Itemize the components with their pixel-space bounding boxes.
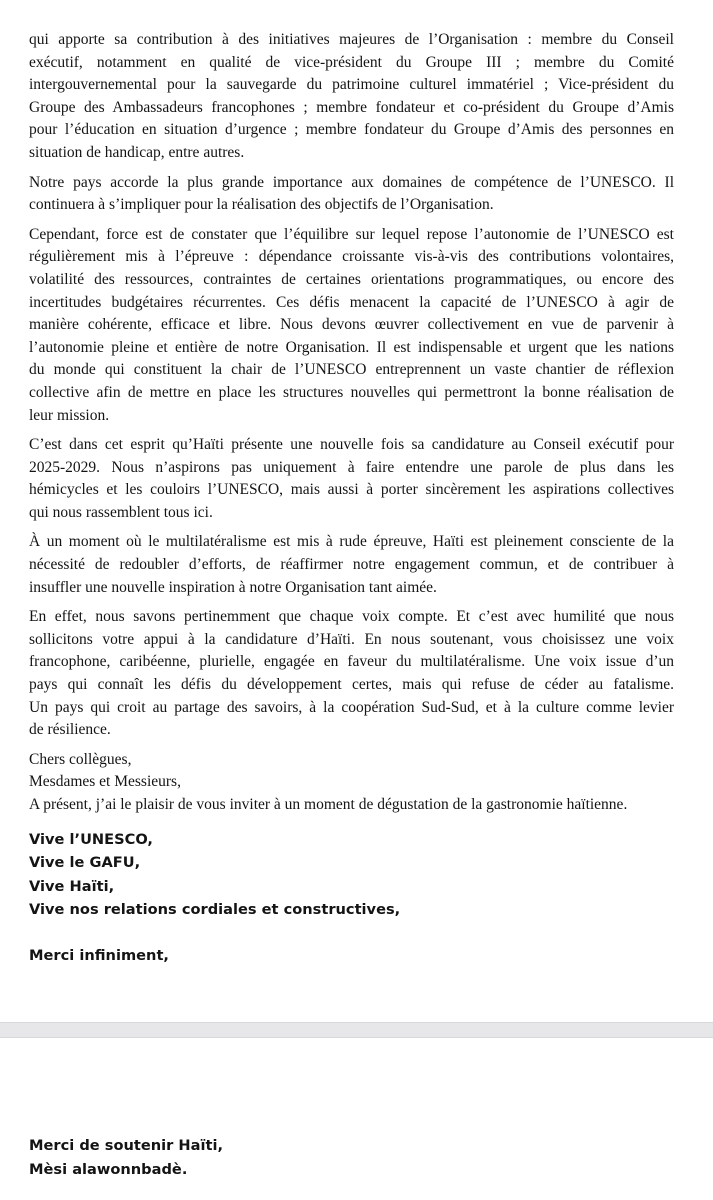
document-page-2	[0, 1038, 713, 1200]
body-text	[29, 29, 674, 967]
text-line: À un moment où le multilatéralisme est mis à rude épreuve, Haïti est pleinement consciente de la	[29, 533, 674, 551]
text-line: Notre pays accorde la plus grande importance aux domaines de compétence de l’UNESCO. Il	[29, 173, 674, 191]
text-line: C’est dans cet esprit qu’Haïti présente une nouvelle fois sa candidature au Conseil exécutif pour	[29, 436, 674, 454]
text-line: Mesdames et Messieurs,	[29, 773, 181, 791]
text-line: pays qui connaît les défis du développement certes, mais qui refuse de céder au fatalisme.	[29, 676, 674, 694]
text-line: du monde qui constituent la chair de l’UNESCO entreprennent un vaste chantier de réflexion	[29, 361, 674, 379]
text-line: sollicitons votre appui à la candidature d’Haïti. En nous soutenant, vous choisissez une voix	[29, 630, 674, 648]
thanks-line: Merci infiniment,	[29, 946, 169, 964]
slogan-line: Vive l’UNESCO,	[29, 830, 153, 848]
text-line: hémicycles et les couloirs l’UNESCO, mais aussi à porter sincèrement les aspirations collectives	[29, 481, 674, 499]
text-line: qui nous rassemblent tous ici.	[29, 503, 213, 521]
text-line: En effet, nous savons pertinemment que chaque voix compte. Et c’est avec humilité que nous	[29, 608, 674, 626]
closing-line: Merci de soutenir Haïti,	[29, 1137, 224, 1154]
paragraph-support	[29, 606, 674, 742]
text-line: qui apporte sa contribution à des initiatives majeures de l’Organisation : membre du Conseil	[29, 31, 674, 48]
text-line: manière cohérente, efficace et libre. Nous devons œuvrer collectivement en vue de parvenir à	[29, 316, 674, 334]
text-line: de résilience.	[29, 721, 111, 739]
text-line: 2025-2029. Nous n’aspirons pas uniquement à faire entendre une parole de plus dans les	[29, 458, 674, 476]
paragraph-invitation	[29, 749, 674, 817]
text-line: leur mission.	[29, 406, 110, 424]
slogan-line: Vive nos relations cordiales et constructives,	[29, 901, 401, 919]
closing-line: Mèsi alawonnbadè.	[29, 1160, 188, 1178]
text-line: continuera à s’impliquer pour la réalisation des objectifs de l’Organisation.	[29, 196, 494, 214]
text-line: pour l’éducation en situation d’urgence ; membre fondateur du Groupe d’Amis des personnes en	[29, 121, 674, 139]
text-line: Un pays qui croit au partage des savoirs, à la coopération Sud-Sud, et à la culture comme levier	[29, 698, 674, 716]
text-line: intergouvernemental pour la sauvegarde du patrimoine culturel immatériel ; Vice-président du	[29, 76, 674, 94]
text-line: collective afin de mettre en place les structures nouvelles qui permettront la bonne réalisation de	[29, 383, 674, 401]
paragraph-multilateralism	[29, 531, 674, 599]
text-line: l’autonomie pleine et entière de notre Organisation. Il est indispensable et urgent que les nations	[29, 338, 674, 356]
text-line: nécessité de redoubler d’efforts, de réaffirmer notre engagement commun, et de contribuer à	[29, 556, 674, 574]
slogan-line: Vive Haïti,	[29, 877, 115, 895]
text-line: francophone, caribéenne, plurielle, engagée en faveur du multilatéralisme. Une voix issue d’un	[29, 653, 674, 671]
text-line: Groupe des Ambassadeurs francophones ; membre fondateur et co-président du Groupe d’Amis	[29, 98, 674, 116]
slogans-block	[29, 828, 674, 968]
text-line: régulièrement mis à l’épreuve : dépendance croissante vis-à-vis des contributions volontaires,	[29, 248, 674, 266]
text-line: situation de handicap, entre autres.	[29, 143, 245, 161]
text-line: incertitudes budgétaires récurrentes. Ces défis menacent la capacité de l’UNESCO à agir de	[29, 293, 674, 311]
paragraph-autonomy	[29, 224, 674, 427]
text-line: volatilité des ressources, contraintes de certaines orientations programmatiques, ou encore des	[29, 270, 674, 288]
text-line: Chers collègues,	[29, 750, 132, 768]
slogan-line: Vive le GAFU,	[29, 854, 141, 872]
text-line: exécutif, notamment en qualité de vice-président du Groupe III ; membre du Comité	[29, 53, 674, 71]
text-line: insuffler une nouvelle inspiration à notre Organisation tant aimée.	[29, 578, 437, 596]
paragraph-candidature	[29, 434, 674, 524]
spacer	[29, 922, 674, 944]
paragraph-contributions	[29, 29, 674, 165]
closing-block	[29, 1134, 223, 1181]
text-line: A présent, j’ai le plaisir de vous inviter à un moment de dégustation de la gastronomie haïtienne.	[29, 796, 628, 813]
page-separator	[0, 1022, 713, 1038]
text-line: Cependant, force est de constater que l’équilibre sur lequel repose l’autonomie de l’UNESCO est	[29, 225, 674, 243]
paragraph-competence	[29, 172, 674, 217]
